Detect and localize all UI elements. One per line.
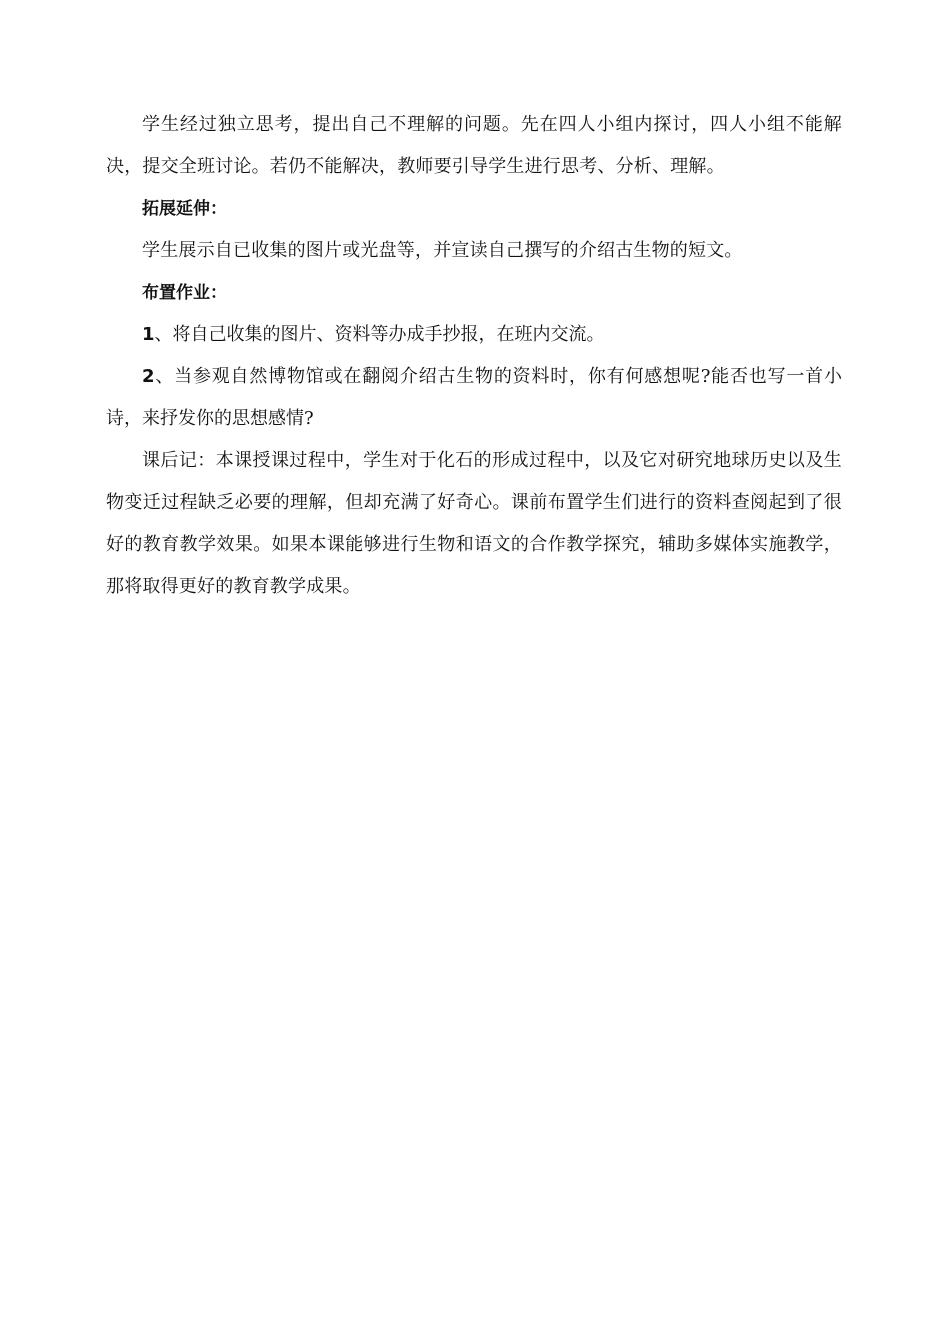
homework-item [106,356,842,440]
homework-heading: 布置作业： [142,283,227,303]
homework-item-number: 2 [142,366,155,387]
extension-paragraph: 学生展示自已收集的图片或光盘等，并宣读自己撰写的介绍古生物的短文。 [142,240,743,261]
document-page [106,104,842,608]
extension-heading: 拓展延伸： [142,199,227,219]
homework-item [106,314,842,356]
homework-item-text: 、将自己收集的图片、资料等办成手抄报，在班内交流。 [154,324,605,345]
homework-item-text: 、当参观自然博物馆或在翻阅介绍古生物的资料时，你有何感想呢?能否也写一首小诗，来抒发你的思想感情? [106,366,842,429]
reflection-paragraph: 课后记：本课授课过程中，学生对于化石的形成过程中，以及它对研究地球历史以及生物变迁过程缺乏必要的理解，但却充满了好奇心。课前布置学生们进行的资料查阅起到了很好的教育教学效果。如果本课能够进行生物和语文的合作教学探究，辅助多媒体实施教学，那将取得更好的教育教学成果。 [106,450,842,597]
homework-item-number: 1 [142,324,155,345]
discussion-paragraph: 学生经过独立思考，提出自己不理解的问题。先在四人小组内探讨，四人小组不能解决，提交全班讨论。若仍不能解决，教师要引导学生进行思考、分析、理解。 [106,114,842,177]
